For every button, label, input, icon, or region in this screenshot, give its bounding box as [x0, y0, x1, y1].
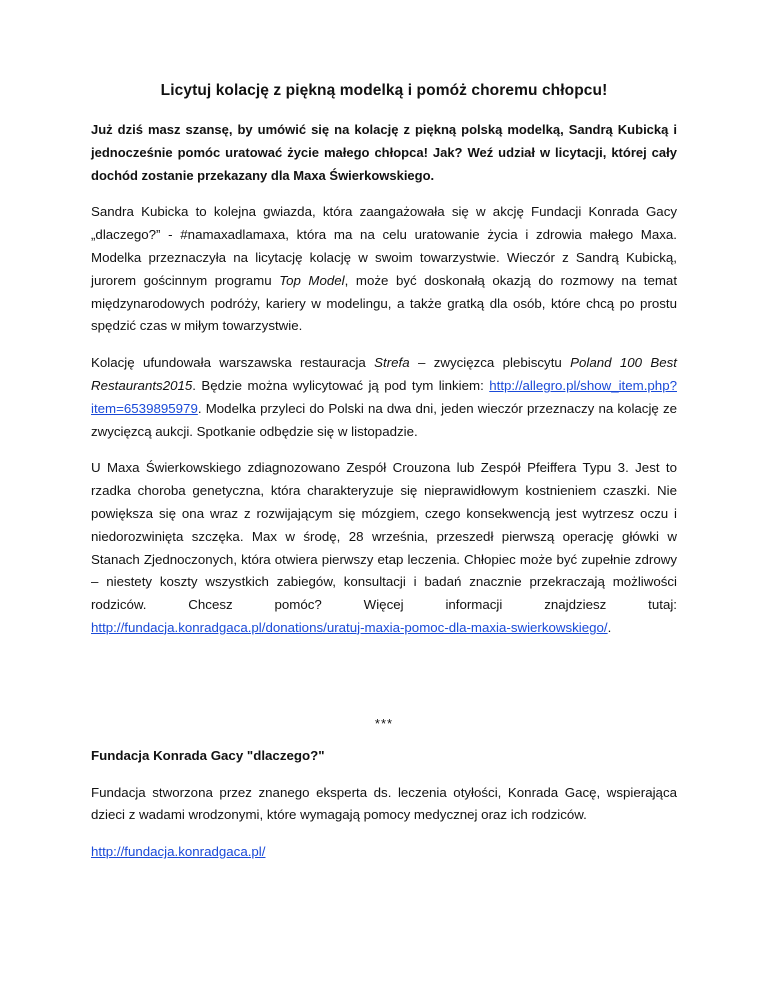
paragraph-restaurant: [91, 352, 677, 443]
paragraph-kubicka: [91, 201, 677, 338]
page-title: Licytuj kolację z piękną modelką i pomóż choremu chłopcu!: [160, 82, 608, 99]
foundation-link[interactable]: http://fundacja.konradgaca.pl/: [91, 844, 266, 860]
paragraph-text: .: [607, 619, 612, 635]
paragraph-text: Kolację ufundowała warszawska restauracja: [91, 355, 375, 371]
paragraph-text: , może być doskonałą okazją do rozmowy na temat międzynarodowych podróży, kariery w modelingu, a także gratką dla osób, które chcą po prostu spędzić czas w miłym towarzystwie.: [91, 272, 678, 334]
donation-link[interactable]: http://fundacja.konradgaca.pl/donations/uratuj-maxia-pomoc-dla-maxia-swierkowskiego/: [91, 619, 608, 635]
auction-link[interactable]: http://allegro.pl/show_item.php?item=6539895979: [91, 377, 677, 416]
paragraph-text: Sandra Kubicka to kolejna gwiazda, która zaangażowała się w akcję Fundacji Konrada Gacy „dlaczego?” - #namaxadlamaxa, która ma na celu uratowanie życia i zdrowia małego Maxa. Modelka przeznaczyła na licytację kolację w swoim towarzystwie. Wieczór z Sandrą Kubicką, jurorem gościnnym programu: [91, 204, 677, 288]
paragraph-text: . Będzie można wylicytować ją pod tym linkiem:: [192, 377, 490, 393]
paragraph-diagnosis: [91, 457, 677, 639]
lead-paragraph: Już dziś masz szansę, by umówić się na kolację z piękną polską modelką, Sandrą Kubicką i jednocześnie pomóc uratować życie małego chłopca! Jak? Weź udział w licytacji, której cały dochód zostanie przekazany dla Maxa Świerkowskiego.: [91, 122, 677, 183]
paragraph-text: . Modelka przyleci do Polski na dwa dni, jeden wieczór przeznaczy na kolację ze zwycięzcą aukcji. Spotkanie odbędzie się w listopadzie.: [91, 400, 677, 439]
foundation-link-paragraph: [91, 841, 677, 864]
paragraph-text: – zwycięzca plebiscytu: [409, 355, 571, 371]
paragraph-text: U Maxa Świerkowskiego zdiagnozowano Zespół Crouzona lub Zespół Pfeiffera Typu 3. Jest to rzadka choroba genetyczna, która charakteryzuje się nieprawidłowym kostnieniem czaszki. Nie powiększa się ona wraz z rozwijającym się mózgiem, czego konsekwencją jest wytrzesz oczu i niedorozwinięta szczęka. Max w środę, 28 września, przeszedł pierwszą operację główki w Stanach Zjednoczonych, która otwiera pierwszy etap leczenia. Chłopiec może być zupełnie zdrowy – niestety koszty wszystkich zabiegów, konsultacji i badań znacznie przekraczają możliwości rodziców. Chcesz pomóc? Więcej informacji znajdziesz tutaj:: [91, 460, 677, 613]
contest-name: Poland 100 Best Restaurants2015: [91, 355, 677, 393]
restaurant-name: Strefa: [374, 355, 410, 371]
section-separator: ***: [374, 715, 394, 731]
foundation-heading: Fundacja Konrada Gacy "dlaczego?": [91, 747, 325, 763]
foundation-description: Fundacja stworzona przez znanego eksperta ds. leczenia otyłości, Konrada Gacę, wspierająca dzieci z wadami wrodzonymi, które wymagają pomocy medycznej oraz ich rodziców.: [91, 784, 677, 823]
program-name: Top Model: [279, 272, 345, 288]
